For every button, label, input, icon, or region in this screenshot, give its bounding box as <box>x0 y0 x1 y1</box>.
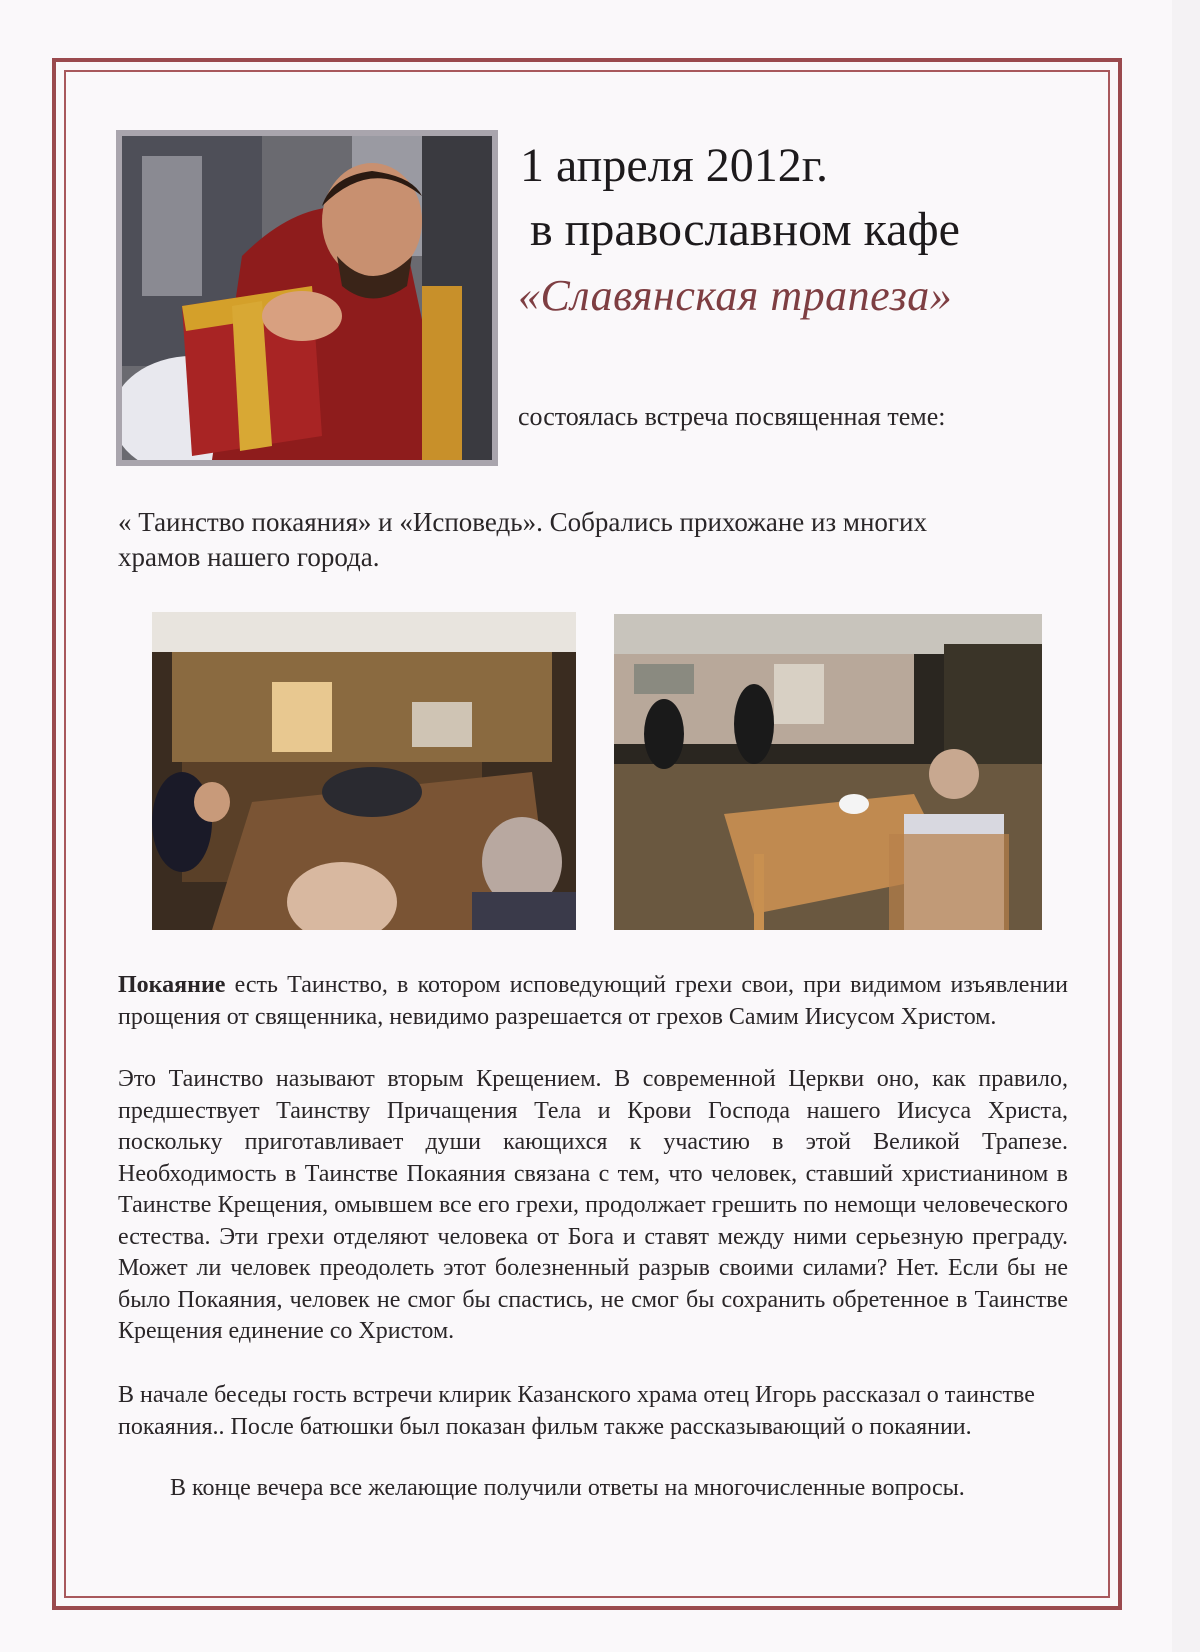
paragraph-meeting: В начале беседы гость встречи клирик Казанского храма отец Игорь рассказал о таинстве покаяния.. После батюшки был показан фильм также рассказывающий о покаянии. <box>118 1382 1035 1440</box>
paragraph-explanation: Это Таинство называют вторым Крещением. В современной Церкви оно, как правило, предшествует Таинству Причащения Тела и Крови Господа нашего Иисуса Христа, поскольку приготавливает души кающихся к участию в этой Великой Трапезе. Необходимость в Таинстве Покаяния связана с тем, что человек, ставший христианином в Таинстве Крещения, омывшем все его грехи, продолжает грешить по немощи человеческого естества. Эти грехи отделяют человека от Бога и ставят между ними серьезную преграду. Может ли человек преодолеть этот болезненный разрыв своими силами? Нет. Если бы не было Покаяния, человек не смог бы спастись, не смог бы сохранить обретенное в Таинстве Крещения единение со Христом. <box>118 1066 1068 1344</box>
hall-photo-right <box>614 614 1042 930</box>
priest-photo <box>116 130 498 466</box>
intro-line: состоялась встреча посвященная теме: <box>518 402 946 431</box>
topic-paragraph: « Таинство покаяния» и «Исповедь». Собрались прихожане из многих храмов нашего города. <box>118 507 927 572</box>
event-date: 1 апреля 2012г. <box>520 139 828 192</box>
paragraph-definition-text: есть Таинство, в котором исповедующий грехи свои, при видимом изъявлении прощения от священника, невидимо разрешается от грехов Самим Иисусом Христом. <box>118 972 1068 1030</box>
event-venue: в православном кафе <box>530 203 960 256</box>
paragraph-definition <box>118 970 1068 1033</box>
term-bold: Покаяние <box>118 972 226 998</box>
hall-photo-left <box>152 612 576 930</box>
paragraph-closing: В конце вечера все желающие получили ответы на многочисленные вопросы. <box>170 1475 965 1501</box>
cafe-name: «Славянская трапеза» <box>518 271 953 320</box>
